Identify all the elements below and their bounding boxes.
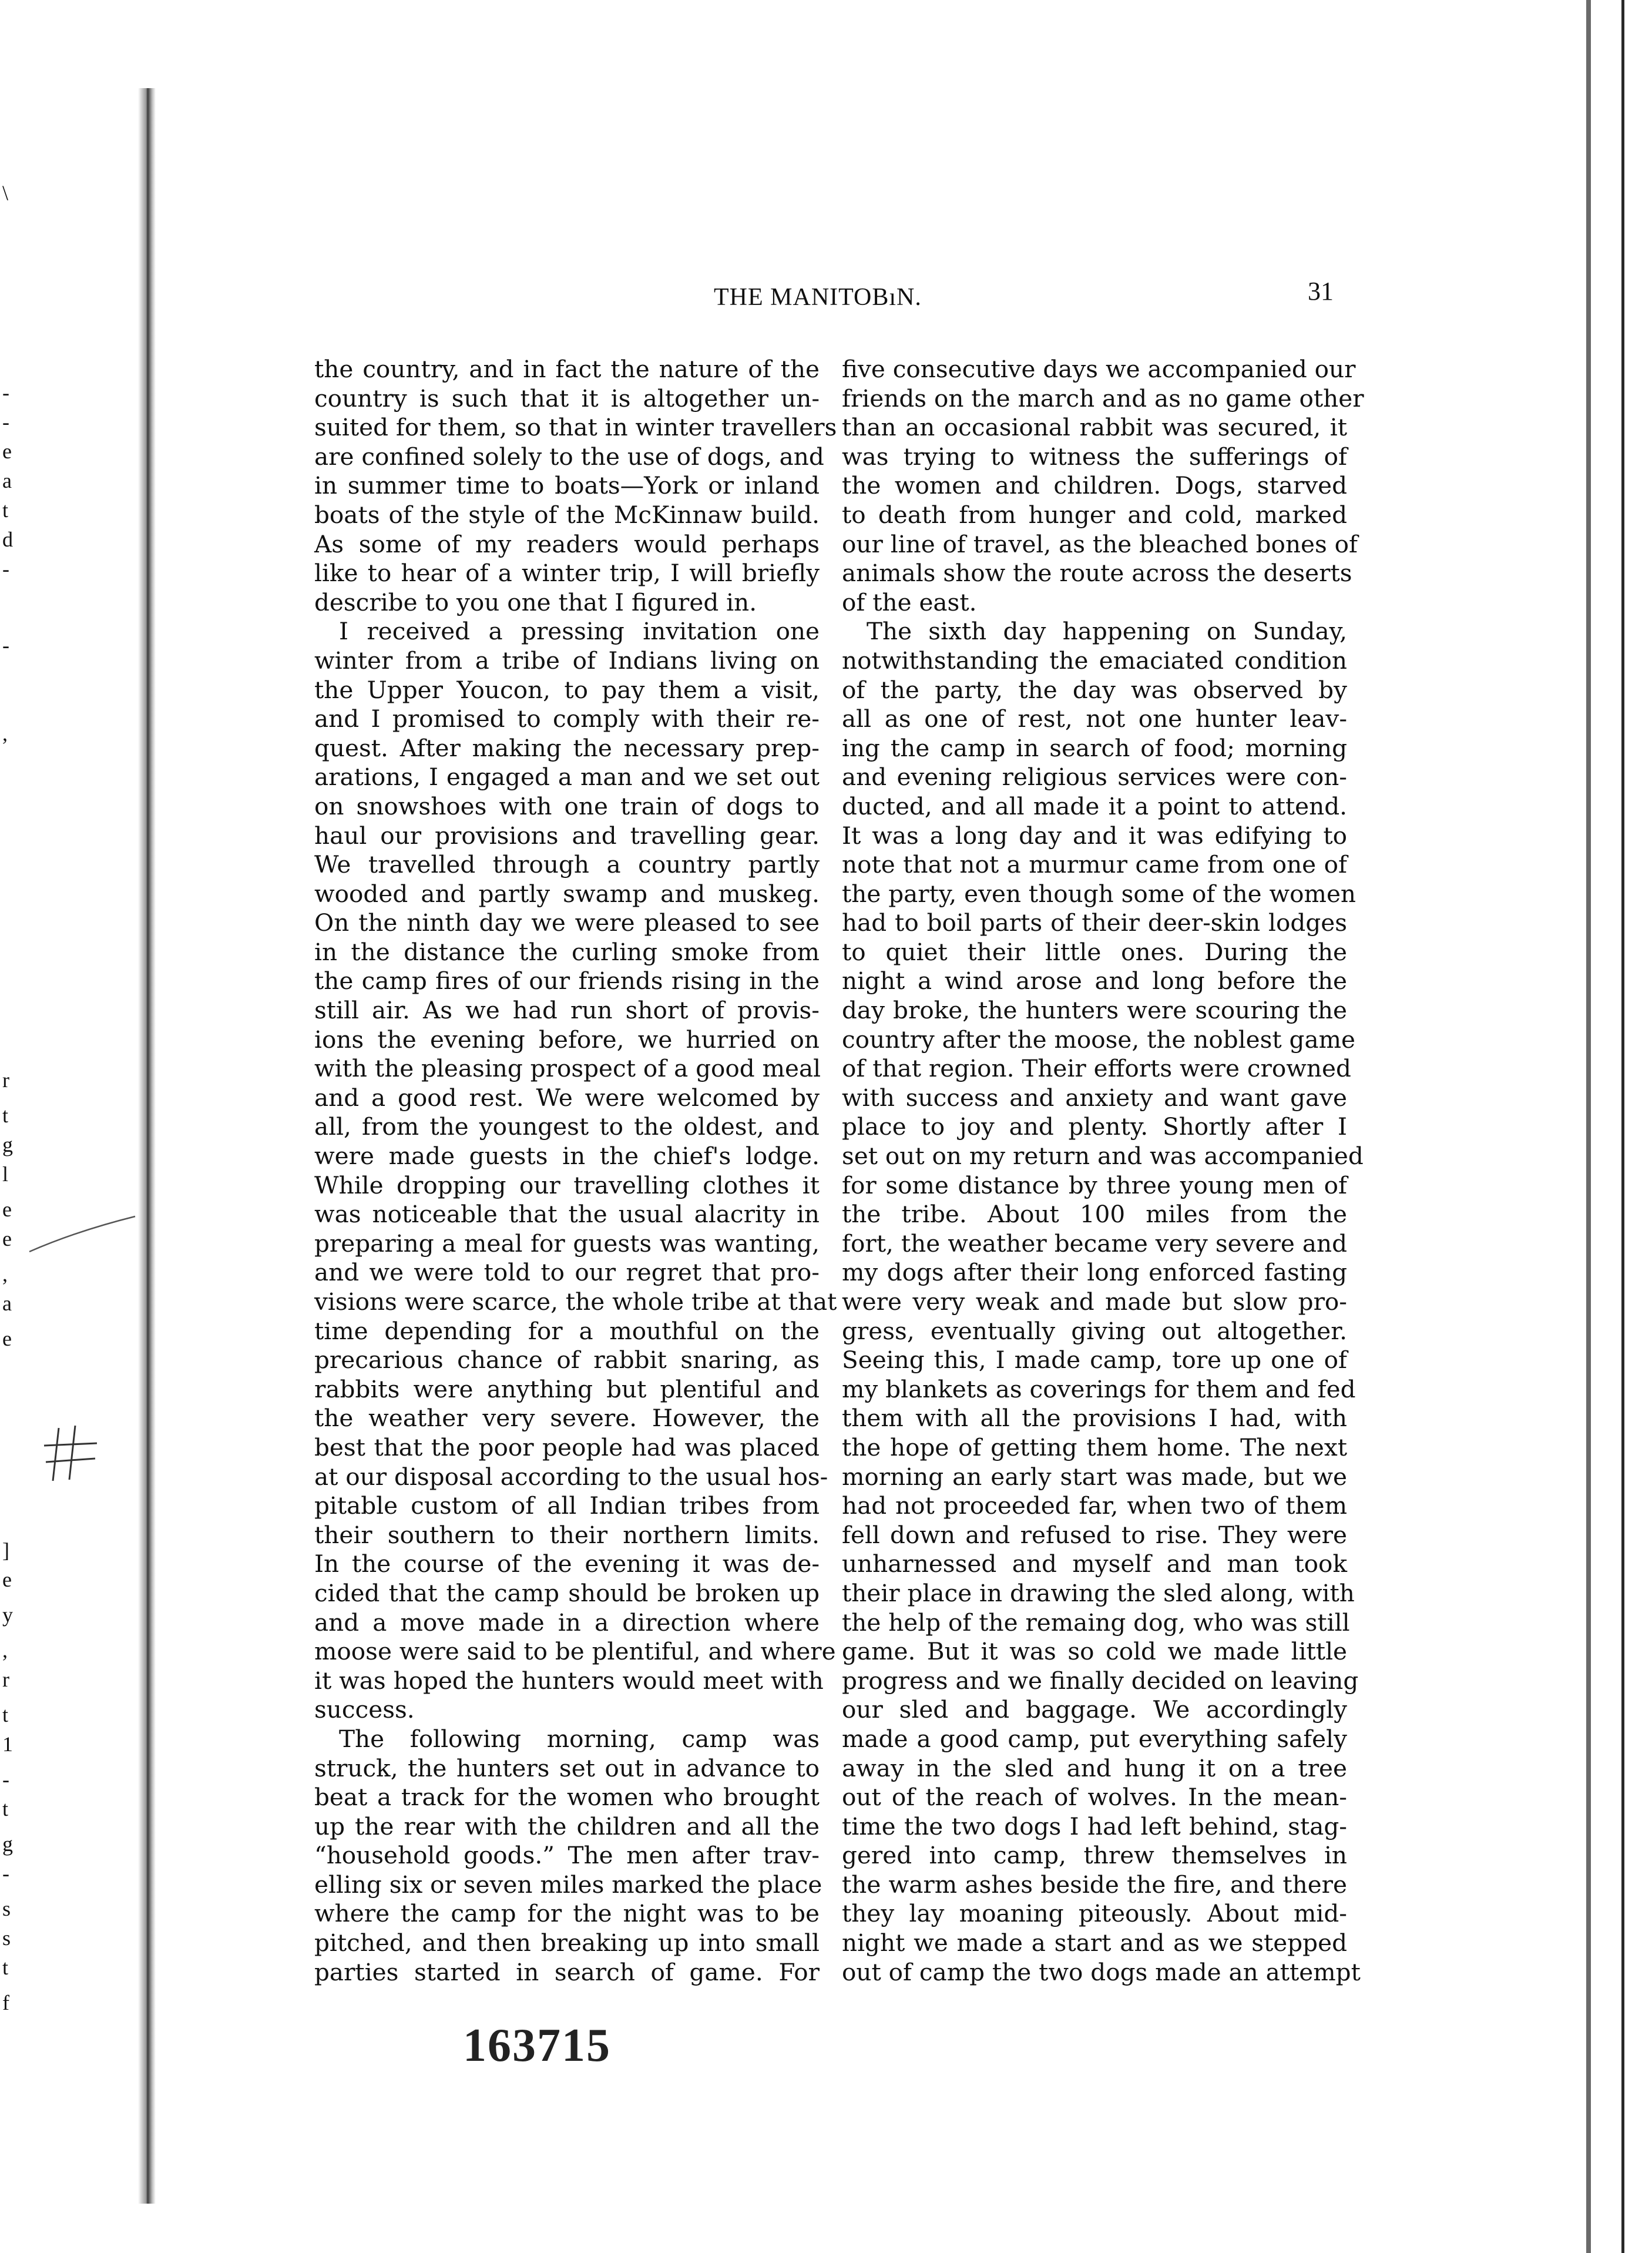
text-line: out of camp the two dogs made an attempt — [842, 1957, 1361, 1986]
right-page-edge — [1586, 0, 1591, 2253]
edge-character: r — [2, 1068, 9, 1092]
edge-character: - — [2, 1862, 9, 1885]
text-line: five consecutive days we accompanied our — [842, 355, 1356, 383]
text-line: gered into camp, threw themselves in — [842, 1841, 1347, 1870]
text-line: gress, eventually giving out altogether. — [842, 1316, 1347, 1345]
text-line: country is such that it is altogether un- — [314, 384, 820, 413]
edge-character: - — [2, 410, 9, 434]
text-line: While dropping our travelling clothes it — [314, 1171, 820, 1199]
edge-character: - — [2, 1768, 9, 1791]
text-line: I received a pressing invitation one — [339, 617, 820, 646]
left-page-edge-text — [0, 0, 29, 2253]
text-line: rabbits were anything but plentiful and — [314, 1374, 820, 1403]
edge-character: s — [2, 1926, 11, 1950]
edge-character: , — [2, 1262, 8, 1286]
text-line: the camp fires of our friends rising in the — [314, 967, 820, 995]
right-page-edge-line — [1621, 0, 1624, 2253]
edge-character: 1 — [2, 1732, 13, 1756]
text-line: the weather very severe. However, the — [314, 1404, 820, 1433]
left-text-column — [314, 355, 837, 1987]
text-line: boats of the style of the McKinnaw build. — [314, 500, 820, 529]
text-line: describe to you one that I figured in. — [314, 588, 757, 616]
text-line: night a wind arose and long before the — [842, 967, 1347, 995]
text-line: in summer time to boats—York or inland — [314, 471, 820, 500]
text-line: our line of travel, as the bleached bones of — [842, 529, 1358, 558]
text-line: Seeing this, I made camp, tore up one of — [842, 1346, 1347, 1374]
text-line: the help of the remaing dog, who was still — [842, 1608, 1350, 1637]
edge-character: y — [2, 1603, 13, 1627]
edge-character: t — [2, 1104, 9, 1127]
text-line: made a good camp, put everything safely — [842, 1724, 1347, 1753]
edge-character: g — [2, 1832, 13, 1856]
text-line: On the ninth day we were pleased to see — [314, 908, 820, 937]
text-line: had not proceeded far, when two of them — [842, 1491, 1347, 1520]
text-line: for some distance by three young men of — [842, 1171, 1347, 1199]
text-line: the Upper Youcon, to pay them a visit, — [314, 675, 820, 704]
text-line: morning an early start was made, but we — [842, 1462, 1347, 1491]
edge-character: e — [2, 1327, 12, 1350]
text-line: quest. After making the necessary prep- — [314, 733, 820, 762]
text-line: my blankets as coverings for them and fed — [842, 1374, 1356, 1403]
text-line: parties started in search of game. For — [314, 1957, 820, 1986]
text-line: still air. As we had run short of provis- — [314, 996, 820, 1025]
text-line: than an occasional rabbit was secured, it — [842, 413, 1347, 442]
text-line: arations, I engaged a man and we set out — [314, 763, 820, 792]
text-line: where the camp for the night was to be — [314, 1899, 820, 1928]
text-line: time the two dogs I had left behind, stag- — [842, 1812, 1347, 1840]
text-line: fell down and refused to rise. They were — [842, 1520, 1347, 1549]
text-line: struck, the hunters set out in advance to — [314, 1754, 820, 1782]
page-gutter — [138, 88, 156, 2204]
text-line: all as one of rest, not one hunter leav- — [842, 705, 1347, 733]
edge-character: \ — [2, 181, 9, 204]
edge-character: r — [2, 1668, 9, 1691]
text-line: success. — [314, 1695, 415, 1724]
text-line: our sled and baggage. We accordingly — [842, 1695, 1347, 1724]
text-line: the hope of getting them home. The next — [842, 1433, 1347, 1461]
text-line: time depending for a mouthful on the — [314, 1316, 820, 1345]
text-line: moose were said to be plentiful, and where — [314, 1637, 836, 1666]
text-line: out of the reach of wolves. In the mean- — [842, 1783, 1347, 1812]
text-line: and we were told to our regret that pro- — [314, 1258, 820, 1287]
text-line: suited for them, so that in winter travellers — [314, 413, 837, 442]
text-line: and evening religious services were con- — [842, 763, 1347, 792]
text-line: place to joy and plenty. Shortly after I — [842, 1112, 1347, 1141]
text-line: with the pleasing prospect of a good meal — [314, 1054, 821, 1083]
edge-character: s — [2, 1897, 11, 1920]
text-line: they lay moaning piteously. About mid- — [842, 1899, 1347, 1928]
edge-character: a — [2, 469, 12, 492]
text-line: their southern to their northern limits. — [314, 1520, 820, 1549]
text-line: wooded and partly swamp and muskeg. — [314, 879, 820, 908]
text-line: night we made a start and as we stepped — [842, 1929, 1347, 1957]
edge-character: t — [2, 498, 9, 522]
page-number: 31 — [1308, 277, 1334, 306]
text-line: As some of my readers would perhaps — [314, 529, 820, 558]
text-line: The following morning, camp was — [339, 1724, 820, 1753]
text-line: The sixth day happening on Sunday, — [867, 617, 1347, 646]
text-line: of the east. — [842, 588, 977, 616]
text-line: pitched, and then breaking up into small — [314, 1929, 820, 1957]
edge-character: g — [2, 1133, 13, 1156]
edge-character: ] — [2, 1538, 9, 1562]
text-line: visions were scarce, the whole tribe at that — [314, 1288, 837, 1316]
text-line: like to hear of a winter trip, I will briefly — [314, 559, 820, 588]
text-line: We travelled through a country partly — [314, 850, 820, 879]
text-line: precarious chance of rabbit snaring, as — [314, 1346, 820, 1374]
text-line: my dogs after their long enforced fasting — [842, 1258, 1347, 1287]
text-line: all, from the youngest to the oldest, and — [314, 1112, 820, 1141]
text-line: the women and children. Dogs, starved — [842, 471, 1347, 500]
text-line: the warm ashes beside the fire, and there — [842, 1870, 1347, 1899]
accession-number-stamp: 163715 — [463, 2020, 611, 2071]
text-line: the party, even though some of the women — [842, 879, 1356, 908]
text-line: their place in drawing the sled along, with — [842, 1578, 1355, 1607]
text-line: ions the evening before, we hurried on — [314, 1025, 820, 1054]
text-line: had to boil parts of their deer-skin lodges — [842, 908, 1347, 937]
running-head: THE MANITOBıN. — [714, 284, 922, 311]
text-line: away in the sled and hung it on a tree — [842, 1754, 1347, 1782]
text-line: it was hoped the hunters would meet with — [314, 1666, 824, 1695]
edge-character: t — [2, 1703, 9, 1726]
text-line: fort, the weather became very severe and — [842, 1229, 1347, 1258]
text-line: are confined solely to the use of dogs, and — [314, 442, 824, 471]
text-line: were made guests in the chief's lodge. — [314, 1142, 820, 1171]
edge-character: e — [2, 440, 12, 463]
text-line: was noticeable that the usual alacrity in — [314, 1200, 820, 1229]
text-line: ducted, and all made it a point to attend. — [842, 792, 1347, 820]
text-line: animals show the route across the deserts — [842, 559, 1352, 588]
edge-character: e — [2, 1568, 12, 1591]
text-line: beat a track for the women who brought — [314, 1783, 820, 1812]
text-line: haul our provisions and travelling gear. — [314, 821, 820, 850]
edge-character: , — [2, 722, 8, 745]
edge-character: - — [2, 633, 9, 657]
text-line: to death from hunger and cold, marked — [842, 500, 1347, 529]
text-line: them with all the provisions I had, with — [842, 1404, 1347, 1433]
pencil-hash-mark — [41, 1422, 100, 1487]
text-line: In the course of the evening it was de- — [314, 1550, 820, 1578]
edge-character: l — [2, 1162, 9, 1186]
pencil-stroke-mark — [23, 1211, 141, 1258]
text-line: It was a long day and it was edifying to — [842, 821, 1347, 850]
text-line: and a move made in a direction where — [314, 1608, 820, 1637]
text-line: of the party, the day was observed by — [842, 675, 1347, 704]
text-line: game. But it was so cold we made little — [842, 1637, 1347, 1666]
text-line: on snowshoes with one train of dogs to — [314, 792, 820, 820]
text-line: elling six or seven miles marked the place — [314, 1870, 822, 1899]
text-line: to quiet their little ones. During the — [842, 937, 1347, 966]
text-line: and a good rest. We were welcomed by — [314, 1083, 820, 1112]
text-line: unharnessed and myself and man took — [842, 1550, 1347, 1578]
text-line: “household goods.” The men after trav- — [314, 1841, 820, 1870]
text-line: notwithstanding the emaciated condition — [842, 646, 1347, 675]
text-line: best that the poor people had was placed — [314, 1433, 820, 1461]
left-page-sliver — [0, 0, 150, 2253]
text-line: was trying to witness the sufferings of — [842, 442, 1347, 471]
text-line: cided that the camp should be broken up — [314, 1578, 820, 1607]
text-line: day broke, the hunters were scouring the — [842, 996, 1347, 1025]
edge-character: t — [2, 1956, 9, 1979]
text-line: friends on the march and as no game other — [842, 384, 1364, 413]
text-line: pitable custom of all Indian tribes from — [314, 1491, 820, 1520]
text-line: up the rear with the children and all the — [314, 1812, 820, 1840]
text-line: the tribe. About 100 miles from the — [842, 1200, 1347, 1229]
text-line: the country, and in fact the nature of the — [314, 355, 820, 383]
edge-character: d — [2, 528, 13, 551]
edge-character: e — [2, 1198, 12, 1221]
edge-character: a — [2, 1292, 12, 1315]
text-line: preparing a meal for guests was wanting, — [314, 1229, 820, 1258]
edge-character: , — [2, 1638, 8, 1662]
text-line: at our disposal according to the usual hos- — [314, 1462, 828, 1491]
edge-character: e — [2, 1227, 12, 1250]
text-line: set out on my return and was accompanied — [842, 1142, 1364, 1171]
text-line: with success and anxiety and want gave — [842, 1083, 1347, 1112]
text-line: winter from a tribe of Indians living on — [314, 646, 820, 675]
edge-character: f — [2, 1991, 9, 2014]
edge-character: - — [2, 381, 9, 404]
text-line: were very weak and made but slow pro- — [842, 1288, 1347, 1316]
text-line: ing the camp in search of food; morning — [842, 733, 1347, 762]
text-line: progress and we finally decided on leaving — [842, 1666, 1359, 1695]
text-line: country after the moose, the noblest game — [842, 1025, 1355, 1054]
text-line: of that region. Their efforts were crowned — [842, 1054, 1351, 1083]
edge-character: - — [2, 557, 9, 581]
text-line: note that not a murmur came from one of — [842, 850, 1347, 879]
text-line: and I promised to comply with their re- — [314, 705, 820, 733]
edge-character: t — [2, 1797, 9, 1820]
right-text-column — [842, 355, 1364, 1987]
text-line: in the distance the curling smoke from — [314, 937, 820, 966]
